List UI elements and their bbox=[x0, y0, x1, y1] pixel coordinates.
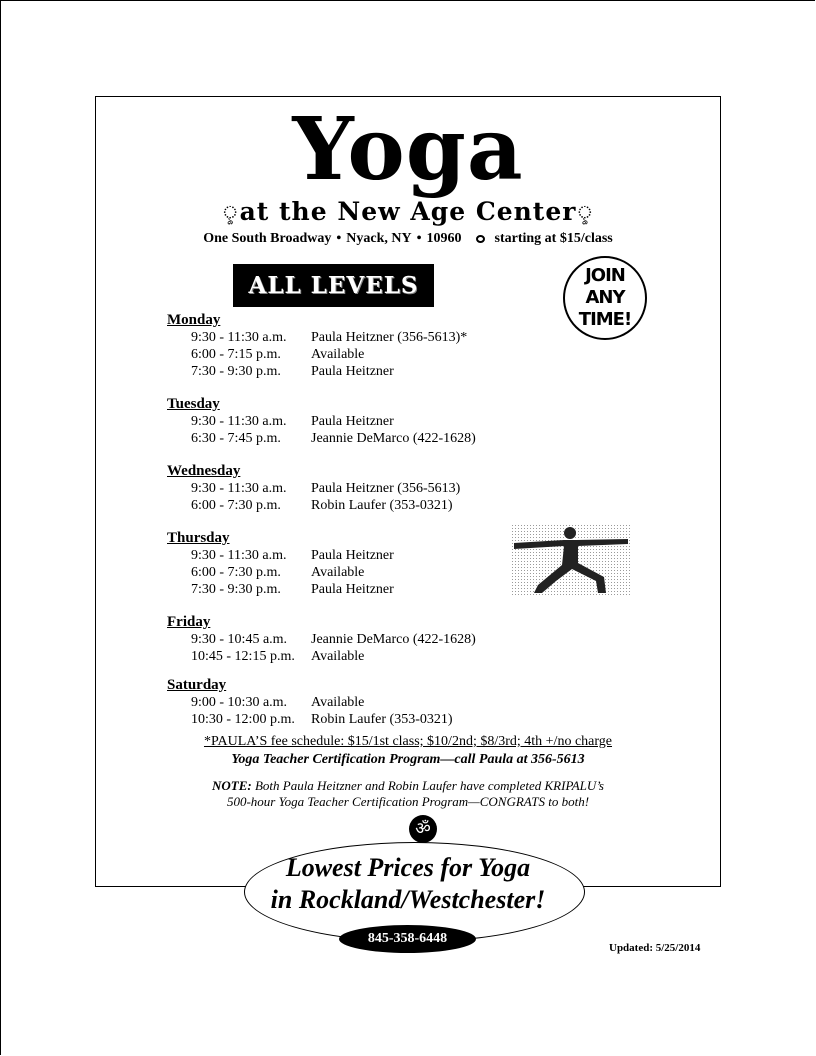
day-heading: Friday bbox=[167, 614, 211, 630]
day-monday bbox=[167, 312, 507, 380]
phone-number: 845-358-6448 bbox=[339, 925, 476, 953]
slot-instructor: Available bbox=[311, 565, 365, 580]
slot-time: 9:30 - 11:30 a.m. bbox=[191, 481, 287, 496]
slot-instructor: Jeannie DeMarco (422-1628) bbox=[311, 431, 476, 446]
day-friday bbox=[167, 614, 507, 665]
slot-instructor: Paula Heitzner bbox=[311, 414, 394, 429]
note bbox=[0, 778, 816, 810]
slot-instructor: Jeannie DeMarco (422-1628) bbox=[311, 632, 476, 647]
slot-time: 10:30 - 12:00 p.m. bbox=[191, 712, 295, 727]
class-slot bbox=[167, 497, 507, 514]
slot-instructor: Robin Laufer (353-0321) bbox=[311, 712, 453, 727]
badge-line: TIME! bbox=[578, 309, 632, 330]
note-label: NOTE: bbox=[211, 778, 252, 793]
badge-line: JOIN bbox=[585, 265, 625, 286]
slot-time: 9:00 - 10:30 a.m. bbox=[191, 695, 288, 710]
certification-line: Yoga Teacher Certification Program—call Paula at 356-5613 bbox=[231, 752, 585, 767]
updated-date: Updated: 5/25/2014 bbox=[609, 942, 701, 954]
class-slot bbox=[167, 694, 507, 711]
fee-schedule bbox=[0, 733, 816, 751]
slot-time: 6:00 - 7:15 p.m. bbox=[191, 347, 281, 362]
class-slot bbox=[167, 547, 507, 564]
slot-time: 9:30 - 11:30 a.m. bbox=[191, 548, 287, 563]
slot-instructor: Available bbox=[311, 695, 365, 710]
class-slot bbox=[167, 413, 507, 430]
note-line bbox=[0, 778, 816, 794]
page-title: Yoga bbox=[292, 99, 524, 200]
day-heading: Tuesday bbox=[167, 396, 220, 412]
slot-time: 9:30 - 10:45 a.m. bbox=[191, 632, 288, 647]
subtitle bbox=[0, 196, 816, 229]
slot-instructor: Paula Heitzner (356-5613)* bbox=[311, 330, 468, 345]
om-symbol-icon: ॐ bbox=[409, 815, 437, 843]
slot-time: 9:30 - 11:30 a.m. bbox=[191, 414, 287, 429]
promo-line: Lowest Prices for Yoga bbox=[285, 853, 531, 882]
class-slot bbox=[167, 711, 507, 728]
class-slot bbox=[167, 480, 507, 497]
join-any-time-badge bbox=[563, 256, 647, 340]
class-slot bbox=[167, 564, 507, 581]
slot-time: 10:45 - 12:15 p.m. bbox=[191, 649, 295, 664]
day-saturday bbox=[167, 677, 507, 728]
slot-instructor: Paula Heitzner bbox=[311, 364, 394, 379]
address-line bbox=[0, 230, 816, 248]
slot-time: 7:30 - 9:30 p.m. bbox=[191, 582, 281, 597]
slot-instructor: Paula Heitzner bbox=[311, 548, 394, 563]
note-line: 500-hour Yoga Teacher Certification Program—CONGRATS to both! bbox=[226, 794, 590, 809]
subtitle-text: at the New Age Center bbox=[239, 197, 577, 226]
badge-line: ANY bbox=[585, 287, 625, 308]
day-heading: Thursday bbox=[167, 530, 230, 546]
address-street: One South Broadway bbox=[203, 231, 332, 246]
fee-schedule-text: *PAULA’S fee schedule: $15/1st class; $10/2nd; $8/3rd; 4th +/no charge bbox=[203, 734, 613, 749]
class-slot bbox=[167, 430, 507, 447]
separator-dot-icon: • bbox=[336, 231, 342, 246]
left-ornament-icon: ৢ bbox=[221, 202, 240, 223]
class-schedule bbox=[167, 312, 507, 744]
slot-time: 6:30 - 7:45 p.m. bbox=[191, 431, 281, 446]
slot-time: 6:00 - 7:30 p.m. bbox=[191, 565, 281, 580]
slot-time: 7:30 - 9:30 p.m. bbox=[191, 364, 281, 379]
note-text: Both Paula Heitzner and Robin Laufer have completed KRIPALU’s bbox=[251, 778, 604, 793]
circle-bullet-icon bbox=[476, 235, 485, 243]
address-zip: 10960 bbox=[426, 231, 462, 246]
yoga-pose-figure bbox=[512, 525, 630, 597]
separator-dot-icon: • bbox=[416, 231, 422, 246]
all-levels-banner: ALL LEVELS bbox=[233, 264, 434, 307]
day-tuesday bbox=[167, 396, 507, 447]
slot-instructor: Paula Heitzner bbox=[311, 582, 394, 597]
day-wednesday bbox=[167, 463, 507, 514]
price-text: starting at $15/class bbox=[494, 231, 613, 246]
slot-time: 9:30 - 11:30 a.m. bbox=[191, 330, 287, 345]
slot-instructor: Available bbox=[311, 649, 365, 664]
class-slot bbox=[167, 346, 507, 363]
slot-instructor: Robin Laufer (353-0321) bbox=[311, 498, 453, 513]
right-ornament-icon: ৢ bbox=[576, 202, 595, 223]
day-heading: Wednesday bbox=[167, 463, 241, 479]
class-slot bbox=[167, 581, 507, 598]
promo-text bbox=[0, 852, 816, 916]
day-thursday bbox=[167, 530, 507, 598]
slot-time: 6:00 - 7:30 p.m. bbox=[191, 498, 281, 513]
class-slot bbox=[167, 631, 507, 648]
slot-instructor: Available bbox=[311, 347, 365, 362]
class-slot bbox=[167, 329, 507, 346]
slot-instructor: Paula Heitzner (356-5613) bbox=[311, 481, 461, 496]
class-slot bbox=[167, 363, 507, 380]
day-heading: Monday bbox=[167, 312, 221, 328]
promo-line: in Rockland/Westchester! bbox=[270, 885, 546, 914]
class-slot bbox=[167, 648, 507, 665]
day-heading: Saturday bbox=[167, 677, 227, 693]
address-city: Nyack, NY bbox=[346, 231, 412, 246]
